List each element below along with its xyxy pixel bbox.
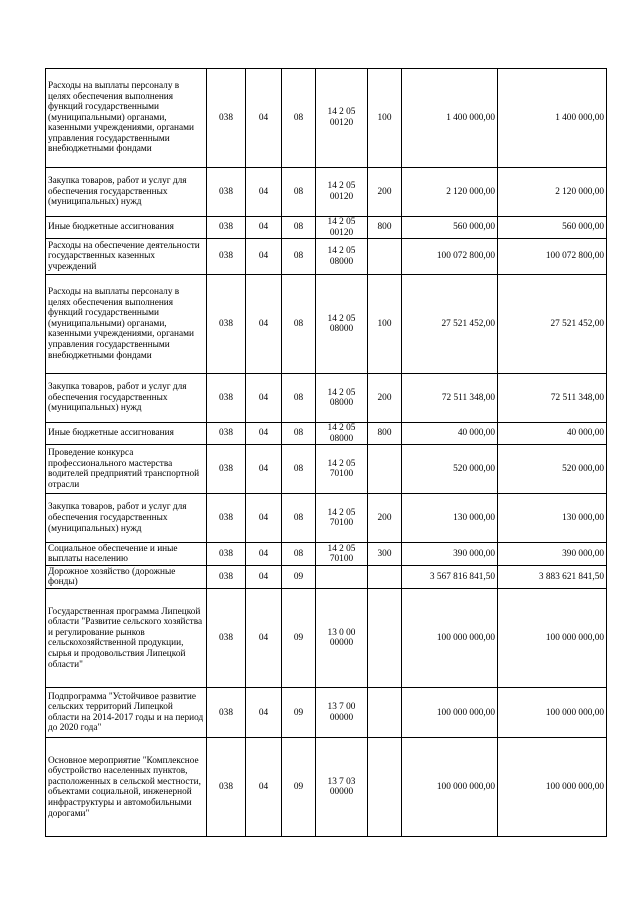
row-name: Основное мероприятие "Комплексное обустройство населенных пунктов, расположенных в сельской местности, объектами социальной, инженерной инфраструктуры и автомобильными дорогами" bbox=[46, 738, 207, 837]
amount-year-2: 560 000,00 bbox=[498, 217, 607, 239]
subsection-code: 08 bbox=[282, 494, 316, 543]
section-code: 04 bbox=[246, 239, 282, 275]
ministry-code: 038 bbox=[207, 374, 246, 423]
expense-kind: 200 bbox=[368, 494, 402, 543]
table-row bbox=[46, 566, 607, 589]
amount-year-1: 3 567 816 841,50 bbox=[402, 566, 498, 589]
amount-year-2: 27 521 452,00 bbox=[498, 275, 607, 374]
table-row bbox=[46, 494, 607, 543]
subsection-code: 08 bbox=[282, 423, 316, 445]
target-article: 14 2 05 70100 bbox=[316, 543, 368, 566]
amount-year-1: 100 000 000,00 bbox=[402, 738, 498, 837]
row-name: Закупка товаров, работ и услуг для обеспечения государственных (муниципальных) нужд bbox=[46, 374, 207, 423]
subsection-code: 09 bbox=[282, 738, 316, 837]
target-article: 14 2 05 00120 bbox=[316, 69, 368, 168]
target-article: 14 2 05 00120 bbox=[316, 168, 368, 217]
target-article: 14 2 05 08000 bbox=[316, 275, 368, 374]
expense-kind: 200 bbox=[368, 374, 402, 423]
expense-kind: 300 bbox=[368, 543, 402, 566]
target-article bbox=[316, 566, 368, 589]
target-article: 14 2 05 00120 bbox=[316, 217, 368, 239]
section-code: 04 bbox=[246, 688, 282, 738]
row-name: Подпрограмма "Устойчивое развитие сельских территорий Липецкой области на 2014-2017 годы и на период до 2020 года" bbox=[46, 688, 207, 738]
row-name: Проведение конкурса профессионального мастерства водителей предприятий транспортной отрасли bbox=[46, 445, 207, 494]
section-code: 04 bbox=[246, 738, 282, 837]
expense-kind bbox=[368, 239, 402, 275]
row-name: Закупка товаров, работ и услуг для обеспечения государственных (муниципальных) нужд bbox=[46, 494, 207, 543]
amount-year-1: 100 072 800,00 bbox=[402, 239, 498, 275]
amount-year-2: 1 400 000,00 bbox=[498, 69, 607, 168]
expense-kind bbox=[368, 566, 402, 589]
amount-year-1: 100 000 000,00 bbox=[402, 688, 498, 738]
ministry-code: 038 bbox=[207, 445, 246, 494]
expense-kind: 100 bbox=[368, 275, 402, 374]
table-row bbox=[46, 738, 607, 837]
table-row bbox=[46, 69, 607, 168]
target-article: 14 2 05 08000 bbox=[316, 423, 368, 445]
amount-year-2: 100 000 000,00 bbox=[498, 688, 607, 738]
amount-year-1: 40 000,00 bbox=[402, 423, 498, 445]
subsection-code: 09 bbox=[282, 589, 316, 688]
row-name: Государственная программа Липецкой области "Развитие сельского хозяйства и регулирование рынков сельскохозяйственной продукции, сырья и продовольствия Липецкой области" bbox=[46, 589, 207, 688]
target-article: 13 7 00 00000 bbox=[316, 688, 368, 738]
amount-year-1: 100 000 000,00 bbox=[402, 589, 498, 688]
amount-year-1: 130 000,00 bbox=[402, 494, 498, 543]
amount-year-2: 3 883 621 841,50 bbox=[498, 566, 607, 589]
subsection-code: 08 bbox=[282, 239, 316, 275]
amount-year-1: 27 521 452,00 bbox=[402, 275, 498, 374]
expense-kind bbox=[368, 688, 402, 738]
row-name: Иные бюджетные ассигнования bbox=[46, 217, 207, 239]
section-code: 04 bbox=[246, 494, 282, 543]
amount-year-1: 1 400 000,00 bbox=[402, 69, 498, 168]
section-code: 04 bbox=[246, 589, 282, 688]
section-code: 04 bbox=[246, 566, 282, 589]
ministry-code: 038 bbox=[207, 566, 246, 589]
row-name: Дорожное хозяйство (дорожные фонды) bbox=[46, 566, 207, 589]
ministry-code: 038 bbox=[207, 738, 246, 837]
expense-kind bbox=[368, 589, 402, 688]
table-row bbox=[46, 445, 607, 494]
table-row bbox=[46, 239, 607, 275]
subsection-code: 09 bbox=[282, 688, 316, 738]
amount-year-1: 2 120 000,00 bbox=[402, 168, 498, 217]
target-article: 14 2 05 08000 bbox=[316, 239, 368, 275]
expense-kind: 200 bbox=[368, 168, 402, 217]
amount-year-2: 100 000 000,00 bbox=[498, 738, 607, 837]
table-row bbox=[46, 374, 607, 423]
row-name: Расходы на выплаты персоналу в целях обеспечения выполнения функций государственными (муниципальными) органами, казенными учреждениями, органами управления государственными внебюджетными фондами bbox=[46, 69, 207, 168]
table-row bbox=[46, 423, 607, 445]
subsection-code: 08 bbox=[282, 69, 316, 168]
target-article: 14 2 05 70100 bbox=[316, 494, 368, 543]
expense-kind bbox=[368, 738, 402, 837]
ministry-code: 038 bbox=[207, 168, 246, 217]
subsection-code: 08 bbox=[282, 445, 316, 494]
subsection-code: 08 bbox=[282, 543, 316, 566]
ministry-code: 038 bbox=[207, 69, 246, 168]
amount-year-2: 72 511 348,00 bbox=[498, 374, 607, 423]
section-code: 04 bbox=[246, 374, 282, 423]
amount-year-2: 100 072 800,00 bbox=[498, 239, 607, 275]
amount-year-2: 2 120 000,00 bbox=[498, 168, 607, 217]
ministry-code: 038 bbox=[207, 589, 246, 688]
row-name: Закупка товаров, работ и услуг для обеспечения государственных (муниципальных) нужд bbox=[46, 168, 207, 217]
amount-year-2: 100 000 000,00 bbox=[498, 589, 607, 688]
row-name: Расходы на выплаты персоналу в целях обеспечения выполнения функций государственными (муниципальными) органами, казенными учреждениями, органами управления государственными внебюджетными фондами bbox=[46, 275, 207, 374]
section-code: 04 bbox=[246, 275, 282, 374]
budget-table bbox=[45, 68, 607, 837]
amount-year-2: 40 000,00 bbox=[498, 423, 607, 445]
amount-year-2: 390 000,00 bbox=[498, 543, 607, 566]
subsection-code: 08 bbox=[282, 168, 316, 217]
target-article: 13 7 03 00000 bbox=[316, 738, 368, 837]
section-code: 04 bbox=[246, 543, 282, 566]
ministry-code: 038 bbox=[207, 217, 246, 239]
amount-year-1: 72 511 348,00 bbox=[402, 374, 498, 423]
ministry-code: 038 bbox=[207, 275, 246, 374]
expense-kind bbox=[368, 445, 402, 494]
ministry-code: 038 bbox=[207, 543, 246, 566]
ministry-code: 038 bbox=[207, 423, 246, 445]
table-row bbox=[46, 543, 607, 566]
row-name: Расходы на обеспечение деятельности государственных казенных учреждений bbox=[46, 239, 207, 275]
target-article: 14 2 05 70100 bbox=[316, 445, 368, 494]
section-code: 04 bbox=[246, 445, 282, 494]
section-code: 04 bbox=[246, 69, 282, 168]
row-name: Иные бюджетные ассигнования bbox=[46, 423, 207, 445]
amount-year-1: 390 000,00 bbox=[402, 543, 498, 566]
ministry-code: 038 bbox=[207, 239, 246, 275]
table-row bbox=[46, 168, 607, 217]
subsection-code: 08 bbox=[282, 217, 316, 239]
subsection-code: 09 bbox=[282, 566, 316, 589]
ministry-code: 038 bbox=[207, 494, 246, 543]
table-row bbox=[46, 589, 607, 688]
row-name: Социальное обеспечение и иные выплаты населению bbox=[46, 543, 207, 566]
section-code: 04 bbox=[246, 168, 282, 217]
amount-year-2: 520 000,00 bbox=[498, 445, 607, 494]
amount-year-1: 520 000,00 bbox=[402, 445, 498, 494]
section-code: 04 bbox=[246, 423, 282, 445]
expense-kind: 100 bbox=[368, 69, 402, 168]
target-article: 13 0 00 00000 bbox=[316, 589, 368, 688]
expense-kind: 800 bbox=[368, 217, 402, 239]
subsection-code: 08 bbox=[282, 374, 316, 423]
amount-year-2: 130 000,00 bbox=[498, 494, 607, 543]
subsection-code: 08 bbox=[282, 275, 316, 374]
table-row bbox=[46, 688, 607, 738]
target-article: 14 2 05 08000 bbox=[316, 374, 368, 423]
expense-kind: 800 bbox=[368, 423, 402, 445]
table-row bbox=[46, 217, 607, 239]
ministry-code: 038 bbox=[207, 688, 246, 738]
section-code: 04 bbox=[246, 217, 282, 239]
table-row bbox=[46, 275, 607, 374]
amount-year-1: 560 000,00 bbox=[402, 217, 498, 239]
